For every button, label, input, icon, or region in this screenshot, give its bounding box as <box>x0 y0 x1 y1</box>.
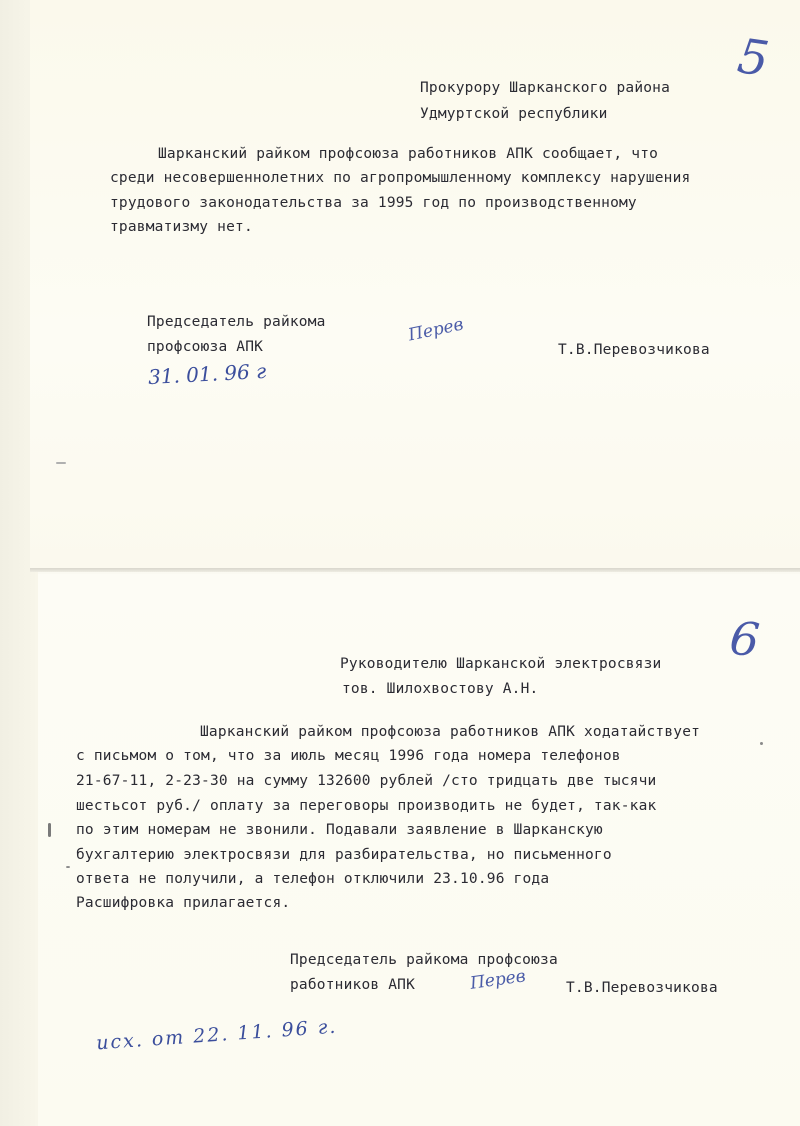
letter1-handwritten-date: 31. 01. 96 г <box>147 358 267 390</box>
letter2-outgoing-note: исх. от 22. 11. 96 г. <box>95 1015 339 1055</box>
letter2-body-line-2: с письмом о том, что за июль месяц 1996 года номера телефонов <box>76 748 621 764</box>
letter1-body-line-1: Шарканский райком профсоюза работников АПК сообщает, что <box>158 146 659 162</box>
letter1-body-line-3: трудового законодательства за 1995 год по производственному <box>110 195 637 211</box>
letter1-addressee-line-2: Удмуртской республики <box>420 106 608 122</box>
letter1-sign-title-1: Председатель райкома <box>147 314 326 330</box>
scan-speck <box>48 823 51 837</box>
letter2-sign-title-2: работников АПК <box>290 977 416 993</box>
letter1-signature: Перев <box>406 314 466 346</box>
letter2-body-line-4: шестьсот руб./ оплату за переговоры производить не будет, так-как <box>76 798 657 814</box>
letter2-body-line-3: 21-67-11, 2-23-30 на сумму 132600 рублей /сто тридцать две тысячи <box>76 773 657 789</box>
letter2-body-line-5: по этим номерам не звонили. Подавали заявление в Шарканскую <box>76 822 603 838</box>
letter2-body-line-8: Расшифровка прилагается. <box>76 895 291 911</box>
letter1-signer-name: Т.В.Перевозчикова <box>558 342 710 358</box>
letter2-signature: Перев <box>468 966 527 994</box>
scan-speck <box>66 866 70 868</box>
letter2-addressee-line-1: Руководителю Шарканской электросвязи <box>340 656 662 672</box>
letter2-body-line-7: ответа не получили, а телефон отключили 23.10.96 года <box>76 871 550 887</box>
letter1-body-line-2: среди несовершеннолетних по агропромышленному комплексу нарушения <box>110 170 691 186</box>
page-number-5: 5 <box>734 28 773 88</box>
letter1-addressee-line-1: Прокурору Шарканского района <box>420 80 671 96</box>
letter2-body-line-6: бухгалтерию электросвязи для разбирательства, но письменного <box>76 847 612 863</box>
scan-speck <box>56 462 66 464</box>
page-number-6: 6 <box>727 610 763 668</box>
sheet-fold-line <box>30 568 800 572</box>
letter-sheet-top <box>30 0 800 570</box>
letter2-signer-name: Т.В.Перевозчикова <box>566 980 718 996</box>
letter2-sign-title-1: Председатель райкома профсоюза <box>290 952 558 968</box>
letter2-body-line-1: Шарканский райком профсоюза работников АПК ходатайствует <box>200 724 701 740</box>
letter1-sign-title-2: профсоюза АПК <box>147 339 264 355</box>
scan-speck <box>760 742 763 745</box>
letter2-addressee-line-2: тов. Шилохвостову А.Н. <box>342 681 539 697</box>
letter1-body-line-4: травматизму нет. <box>110 219 253 235</box>
